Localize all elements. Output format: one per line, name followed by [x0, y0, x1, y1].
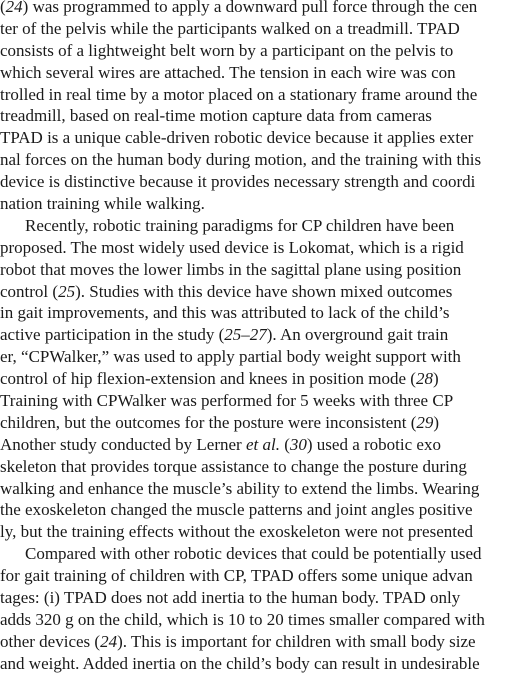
text-line [0, 40, 530, 62]
text-line [0, 565, 530, 587]
text-line [0, 215, 530, 237]
text-run: ly, but the training effects without the exoskeleton were not presented [0, 522, 474, 542]
text-run: Another study conducted by Lerner [0, 434, 246, 454]
text-line [0, 0, 530, 18]
italic-run: 28 [415, 369, 433, 389]
text-line [0, 412, 530, 434]
text-line [0, 127, 530, 149]
text-line [0, 609, 530, 631]
text-line [0, 149, 530, 171]
text-run: ) was programmed to apply a downward pull force through the cen [22, 0, 478, 16]
text-run: the exoskeleton changed the muscle patterns and joint angles positive [0, 500, 473, 520]
text-run: children, but the outcomes for the posture were inconsistent ( [0, 412, 417, 432]
text-run: nal forces on the human body during motion, and the training with this [0, 150, 482, 170]
text-run: ) [433, 412, 440, 432]
text-line [0, 62, 530, 84]
text-line [0, 324, 530, 346]
text-run: active participation in the study ( [0, 325, 225, 345]
text-line [0, 434, 530, 456]
text-line [0, 587, 530, 609]
text-line [0, 521, 530, 543]
text-run: proposed. The most widely used device is Lokomat, which is a rigid [0, 237, 464, 257]
text-run: consists of a lightweight belt worn by a participant on the pelvis to [0, 40, 454, 60]
text-run: in gait improvements, and this was attributed to lack of the child’s [0, 303, 450, 323]
text-line [0, 631, 530, 653]
text-run: ) [432, 369, 439, 389]
text-run: robot that moves the lower limbs in the sagittal plane using position [0, 259, 462, 279]
text-line [0, 193, 530, 215]
text-run: ( [279, 434, 290, 454]
text-run: which several wires are attached. The tension in each wire was con [0, 62, 456, 82]
text-run: Recently, robotic training paradigms for CP children have been [25, 215, 455, 235]
text-line [0, 171, 530, 193]
text-run: nation training while walking. [0, 194, 205, 214]
text-run: for gait training of children with CP, TPAD offers some unique advan [0, 566, 473, 586]
text-line [0, 653, 530, 675]
text-line [0, 456, 530, 478]
text-run: tages: (i) TPAD does not add inertia to the human body. TPAD only [0, 588, 461, 608]
text-run: control ( [0, 281, 59, 301]
paragraph [0, 215, 530, 543]
paragraph [0, 543, 530, 674]
text-run: ) used a robotic exo [306, 434, 441, 454]
text-run: er, “CPWalker,” was used to apply partial body weight support with [0, 347, 461, 367]
text-line [0, 281, 530, 303]
text-line [0, 237, 530, 259]
italic-run: et al. [245, 434, 280, 454]
text-line [0, 368, 530, 390]
text-line [0, 18, 530, 40]
text-run: control of hip flexion-extension and knees in position mode ( [0, 369, 416, 389]
text-run: adds 320 g on the child, which is 10 to 20 times smaller compared with [0, 609, 485, 629]
text-line [0, 478, 530, 500]
text-line [0, 84, 530, 106]
text-line [0, 499, 530, 521]
text-run: skeleton that provides torque assistance to change the posture during [0, 456, 467, 476]
text-run: Compared with other robotic devices that could be potentially used [25, 544, 482, 564]
italic-run: 25–27 [224, 325, 267, 345]
text-run: other devices ( [0, 631, 101, 651]
text-run: treadmill, based on real-time motion capture data from cameras [0, 106, 432, 126]
text-line [0, 259, 530, 281]
text-run: Training with CPWalker was performed for 5 weeks with three CP [0, 391, 454, 411]
italic-run: 24 [100, 631, 118, 651]
text-run: ). This is important for children with small body size [117, 631, 476, 651]
text-run: ( [0, 0, 6, 16]
text-line [0, 390, 530, 412]
text-run: walking and enhance the muscle’s ability to extend the limbs. Wearing [0, 478, 480, 498]
text-run: trolled in real time by a motor placed on a stationary frame around the [0, 84, 478, 104]
italic-run: 30 [289, 434, 307, 454]
text-run: ter of the pelvis while the participants walked on a treadmill. TPAD [0, 18, 460, 38]
italic-run: 29 [416, 412, 434, 432]
paragraph [0, 0, 530, 215]
italic-run: 25 [58, 281, 76, 301]
text-line [0, 543, 530, 565]
italic-run: 24 [5, 0, 23, 16]
text-run: TPAD is a unique cable-driven robotic device because it applies exter [0, 128, 474, 148]
text-line [0, 346, 530, 368]
text-line [0, 105, 530, 127]
text-line [0, 302, 530, 324]
text-run: ). An overground gait train [266, 325, 449, 345]
text-run: device is distinctive because it provides necessary strength and coordi [0, 172, 476, 192]
text-run: ). Studies with this device have shown mixed outcomes [75, 281, 453, 301]
text-run: and weight. Added inertia on the child’s body can result in undesirable [0, 653, 480, 673]
